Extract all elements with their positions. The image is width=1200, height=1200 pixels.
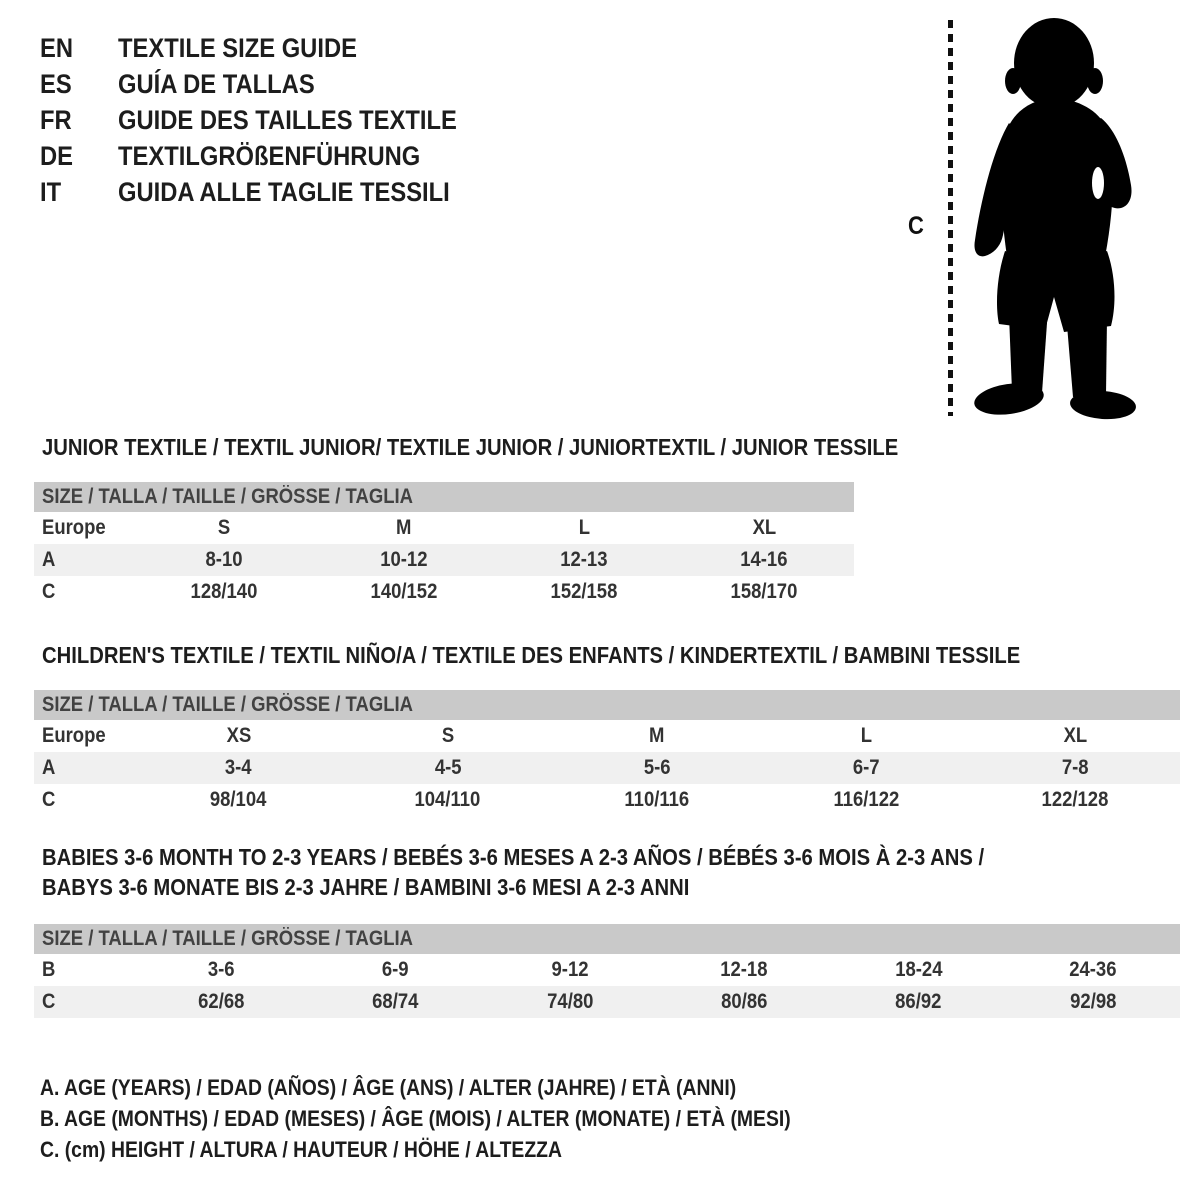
size-cell bbox=[674, 548, 854, 572]
toddler-silhouette-icon bbox=[965, 15, 1145, 420]
size-table bbox=[34, 482, 854, 608]
row-label bbox=[34, 990, 134, 1014]
table-row-europe bbox=[34, 512, 854, 544]
language-row-it bbox=[40, 174, 503, 210]
size-cell-value: 86/92 bbox=[895, 990, 942, 1013]
size-cell bbox=[552, 788, 761, 812]
guide-title-it: GUIDA ALLE TAGLIE TESSILI bbox=[118, 176, 450, 207]
table-rows bbox=[34, 954, 1180, 1018]
size-cell bbox=[343, 756, 552, 780]
measurement-legend bbox=[40, 1072, 893, 1165]
table-rows bbox=[34, 512, 854, 608]
row-label bbox=[34, 788, 134, 812]
section-title-text: BABYS 3-6 MONATE BIS 2-3 JAHRE / BAMBINI 3-6 MESI A 2-3 ANNI bbox=[42, 874, 690, 900]
size-cell-value: 14-16 bbox=[740, 548, 788, 571]
table-row-a bbox=[34, 752, 1180, 784]
language-row-es bbox=[40, 66, 503, 102]
row-label-text: A bbox=[42, 548, 56, 571]
row-label bbox=[34, 516, 134, 540]
height-measure-label bbox=[908, 212, 926, 241]
size-cell bbox=[314, 580, 494, 604]
size-cell bbox=[134, 724, 343, 748]
section-0 bbox=[34, 432, 899, 608]
size-cell-value: 98/104 bbox=[210, 788, 267, 811]
table-row-a bbox=[34, 544, 854, 576]
size-cell-value: 4-5 bbox=[434, 756, 462, 779]
size-cell bbox=[343, 788, 552, 812]
size-cell-value: L bbox=[860, 724, 872, 747]
size-cell-value: 9-12 bbox=[551, 958, 589, 981]
size-cell-value: 12-18 bbox=[720, 958, 768, 981]
language-code-cell bbox=[40, 69, 118, 100]
size-cell-value: M bbox=[396, 516, 412, 539]
row-label-text: C bbox=[42, 990, 56, 1013]
size-cell bbox=[831, 958, 1005, 982]
legend-line-a bbox=[40, 1072, 893, 1103]
section-1 bbox=[34, 640, 1180, 816]
language-code-cell bbox=[40, 177, 118, 208]
section-title-line bbox=[42, 640, 1180, 670]
size-cell-value: 128/140 bbox=[190, 580, 258, 603]
language-code: IT bbox=[40, 176, 62, 207]
row-label-text: A bbox=[42, 756, 56, 779]
language-code-cell bbox=[40, 141, 118, 172]
table-header-size-row bbox=[34, 482, 854, 512]
guide-title-en: TEXTILE SIZE GUIDE bbox=[118, 32, 357, 63]
language-row-de bbox=[40, 138, 503, 174]
size-cell bbox=[762, 724, 971, 748]
size-cell bbox=[657, 958, 831, 982]
size-cell bbox=[1006, 958, 1180, 982]
size-cell bbox=[134, 958, 308, 982]
table-row-c bbox=[34, 784, 1180, 816]
size-cell bbox=[308, 958, 482, 982]
table-header-label: SIZE / TALLA / TAILLE / GRÖSSE / TAGLIA bbox=[42, 485, 413, 508]
row-label bbox=[34, 724, 134, 748]
language-code: DE bbox=[40, 140, 74, 171]
size-cell bbox=[494, 580, 674, 604]
size-cell-value: 7-8 bbox=[1062, 756, 1089, 779]
size-cell-value: S bbox=[441, 724, 454, 747]
size-cell-value: 10-12 bbox=[380, 548, 428, 571]
row-label-text: Europe bbox=[42, 516, 106, 539]
section-2 bbox=[34, 842, 1180, 1018]
size-cell bbox=[971, 724, 1180, 748]
guide-title-fr: GUIDE DES TAILLES TEXTILE bbox=[118, 104, 457, 135]
guide-title-de: TEXTILGRÖßENFÜHRUNG bbox=[118, 140, 421, 171]
size-cell-value: 18-24 bbox=[894, 958, 943, 981]
size-cell-value: 152/158 bbox=[550, 580, 618, 603]
size-cell bbox=[1006, 990, 1180, 1014]
size-cell-value: M bbox=[649, 724, 665, 747]
size-cell-value: 158/170 bbox=[730, 580, 798, 603]
section-title bbox=[42, 432, 899, 462]
size-cell-value: 104/110 bbox=[414, 788, 481, 811]
table-rows bbox=[34, 720, 1180, 816]
section-title bbox=[42, 842, 1180, 902]
size-cell-value: XL bbox=[1063, 724, 1088, 747]
size-cell-value: 5-6 bbox=[643, 756, 671, 779]
size-cell-value: 140/152 bbox=[370, 580, 438, 603]
size-cell-value: 80/86 bbox=[721, 990, 768, 1013]
size-cell bbox=[831, 990, 1005, 1014]
size-cell bbox=[657, 990, 831, 1014]
size-cell bbox=[483, 990, 657, 1014]
size-cell-value: 68/74 bbox=[372, 990, 419, 1013]
table-header-size-row bbox=[34, 924, 1180, 954]
size-cell-value: XS bbox=[226, 724, 251, 747]
table-row-europe bbox=[34, 720, 1180, 752]
size-cell bbox=[971, 788, 1180, 812]
size-cell bbox=[314, 516, 494, 540]
table-row-c bbox=[34, 986, 1180, 1018]
size-cell-value: 92/98 bbox=[1069, 990, 1116, 1013]
size-cell bbox=[762, 756, 971, 780]
legend-line-c bbox=[40, 1134, 893, 1165]
size-cell bbox=[762, 788, 971, 812]
size-cell bbox=[552, 724, 761, 748]
legend-line-text: A. AGE (YEARS) / EDAD (AÑOS) / ÂGE (ANS) / ALTER (JAHRE) / ETÀ (ANNI) bbox=[40, 1074, 737, 1100]
size-cell-value: S bbox=[217, 516, 231, 539]
size-cell-value: 110/116 bbox=[624, 788, 690, 811]
size-table bbox=[34, 924, 1180, 1018]
table-header-label: SIZE / TALLA / TAILLE / GRÖSSE / TAGLIA bbox=[42, 927, 413, 950]
size-cell bbox=[134, 756, 343, 780]
table-row-b bbox=[34, 954, 1180, 986]
language-code-cell bbox=[40, 33, 118, 64]
language-row-fr bbox=[40, 102, 503, 138]
size-cell bbox=[343, 724, 552, 748]
size-cell-value: 12-13 bbox=[560, 548, 608, 571]
size-cell-value: XL bbox=[752, 516, 776, 539]
section-title-line bbox=[42, 872, 1180, 902]
size-cell-value: 116/122 bbox=[833, 788, 900, 811]
legend-line-b bbox=[40, 1103, 893, 1134]
size-cell-value: 24-36 bbox=[1069, 958, 1117, 981]
row-label bbox=[34, 548, 134, 572]
height-measure-dashed-line bbox=[948, 20, 953, 416]
size-cell-value: 8-10 bbox=[205, 548, 243, 571]
row-label bbox=[34, 756, 134, 780]
size-cell bbox=[494, 516, 674, 540]
language-code: FR bbox=[40, 104, 72, 135]
section-title-line bbox=[42, 432, 899, 462]
size-cell bbox=[552, 756, 761, 780]
row-label bbox=[34, 580, 134, 604]
height-measure-letter: C bbox=[908, 212, 924, 240]
size-table bbox=[34, 690, 1180, 816]
table-header-label: SIZE / TALLA / TAILLE / GRÖSSE / TAGLIA bbox=[42, 693, 413, 716]
size-cell-value: 6-7 bbox=[852, 756, 880, 779]
size-cell bbox=[134, 516, 314, 540]
row-label-text: C bbox=[42, 580, 56, 603]
row-label bbox=[34, 958, 134, 982]
table-header-size-row bbox=[34, 690, 1180, 720]
size-cell bbox=[494, 548, 674, 572]
language-code: ES bbox=[40, 68, 72, 99]
size-cell bbox=[308, 990, 482, 1014]
size-cell bbox=[134, 990, 308, 1014]
size-cell-value: 3-4 bbox=[225, 756, 252, 779]
size-cell bbox=[134, 548, 314, 572]
language-title-list bbox=[40, 30, 503, 210]
size-cell-value: 62/68 bbox=[198, 990, 245, 1013]
language-row-en bbox=[40, 30, 503, 66]
section-title-text: CHILDREN'S TEXTILE / TEXTIL NIÑO/A / TEXTILE DES ENFANTS / KINDERTEXTIL / BAMBINI TESSILE bbox=[42, 642, 1021, 668]
size-cell-value: 6-9 bbox=[382, 958, 409, 981]
section-title-line bbox=[42, 842, 1180, 872]
legend-line-text: C. (cm) HEIGHT / ALTURA / HAUTEUR / HÖHE / ALTEZZA bbox=[40, 1136, 562, 1162]
size-cell bbox=[134, 580, 314, 604]
section-title-text: BABIES 3-6 MONTH TO 2-3 YEARS / BEBÉS 3-6 MESES A 2-3 AÑOS / BÉBÉS 3-6 MOIS À 2-3 ANS / bbox=[42, 844, 985, 870]
language-code: EN bbox=[40, 32, 74, 63]
row-label-text: C bbox=[42, 788, 56, 811]
section-title bbox=[42, 640, 1180, 670]
size-cell-value: 74/80 bbox=[546, 990, 593, 1013]
size-cell-value: 122/128 bbox=[1041, 788, 1109, 811]
section-title-text: JUNIOR TEXTILE / TEXTIL JUNIOR/ TEXTILE JUNIOR / JUNIORTEXTIL / JUNIOR TESSILE bbox=[42, 434, 899, 460]
size-cell bbox=[314, 548, 494, 572]
size-cell-value: L bbox=[578, 516, 590, 539]
language-code-cell bbox=[40, 105, 118, 136]
size-cell bbox=[483, 958, 657, 982]
row-label-text: B bbox=[42, 958, 56, 981]
row-label-text: Europe bbox=[42, 724, 106, 747]
size-cell bbox=[674, 580, 854, 604]
size-cell bbox=[674, 516, 854, 540]
legend-line-text: B. AGE (MONTHS) / EDAD (MESES) / ÂGE (MOIS) / ALTER (MONATE) / ETÀ (MESI) bbox=[40, 1105, 791, 1131]
guide-title-es: GUÍA DE TALLAS bbox=[118, 68, 315, 99]
size-cell bbox=[971, 756, 1180, 780]
table-row-c bbox=[34, 576, 854, 608]
size-cell-value: 3-6 bbox=[207, 958, 235, 981]
size-cell bbox=[134, 788, 343, 812]
